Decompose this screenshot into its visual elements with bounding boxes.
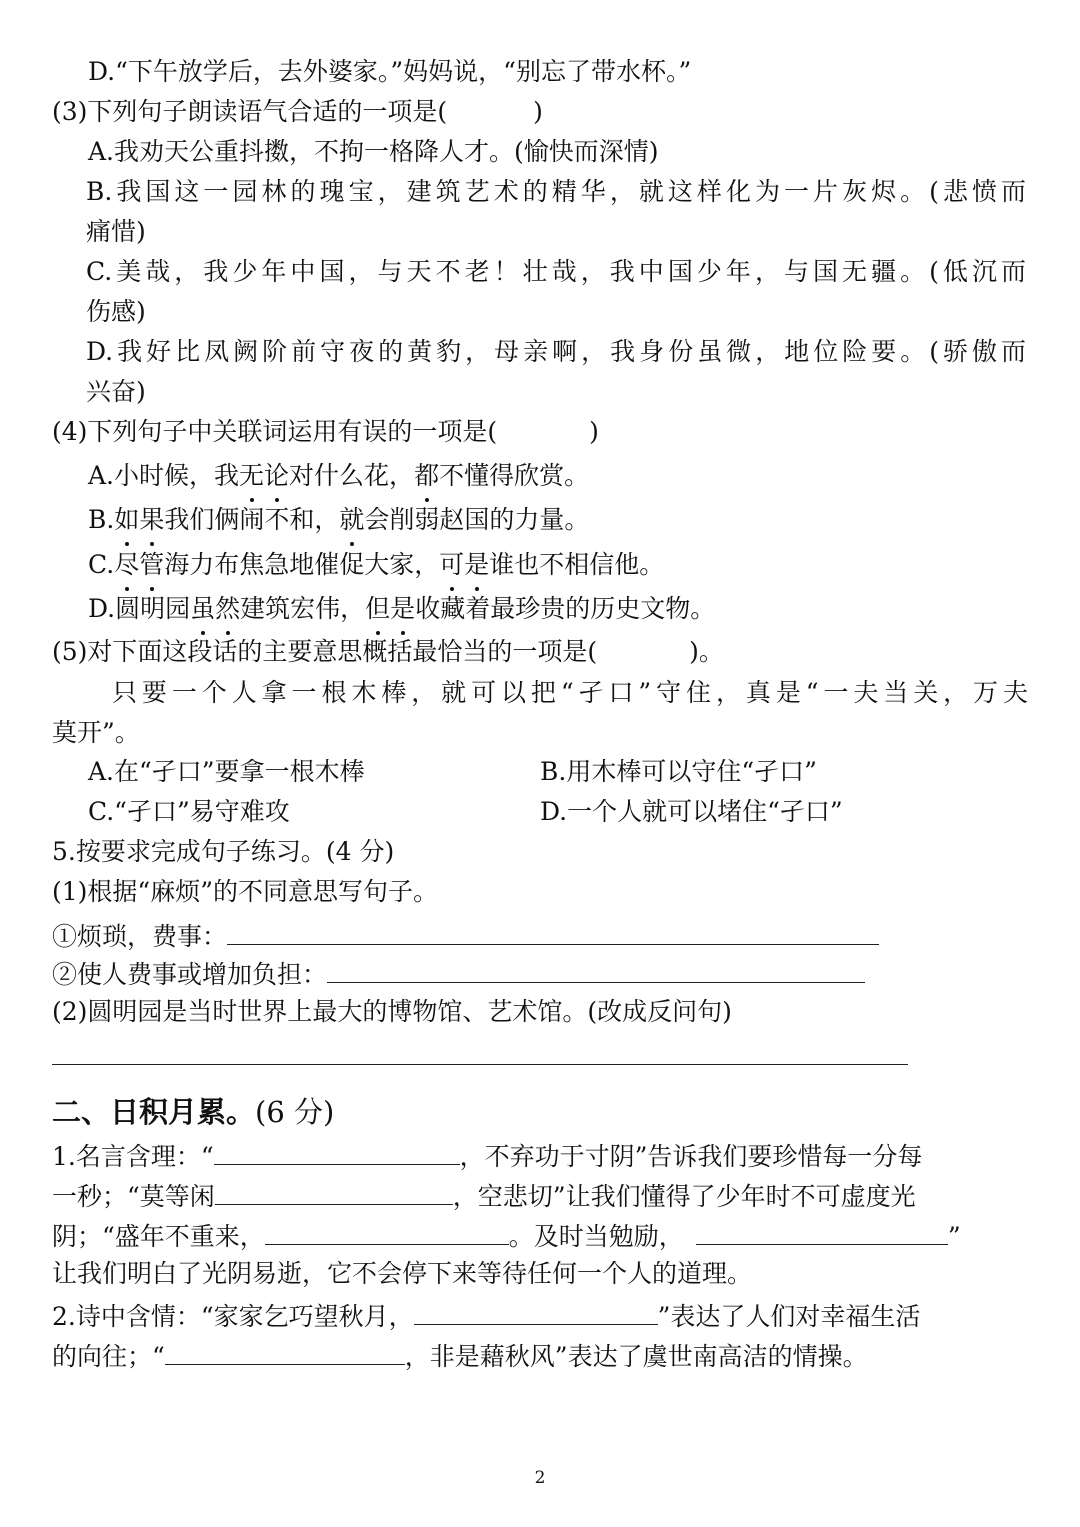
motto-line-3 [52, 1214, 961, 1254]
text: 建筑宏伟， [240, 594, 366, 623]
q3-option-d-prev: D.“下午放学后，去外婆家。”妈妈说，“别忘了带水杯。” [88, 57, 692, 86]
q3-stem [52, 92, 543, 132]
q3-option-b-1: B.我国这一园林的瑰宝，建筑艺术的精华，就这样化为一片灰烬。(悲愤而 [86, 177, 1026, 206]
q3-option-d-1: D.我好比凤阙阶前守夜的黄豹，母亲啊，我身份虽微，地位险要。(骄傲而 [86, 337, 1026, 366]
answer-blank[interactable] [265, 1214, 509, 1245]
q4-option-c [88, 545, 664, 585]
q5-stem-text: (5)对下面这段话的主要意思概括最恰当的一项是( [52, 637, 598, 666]
text: 收藏着最珍贵的历史文物。 [415, 594, 716, 623]
q5-option-d: D.一个人就可以堵住“孑口” [540, 797, 843, 826]
meaning-2-label: ②使人费事或增加负担： [52, 960, 328, 989]
text: 对什么花， [289, 461, 415, 490]
text: ”表达了人们对幸福生活 [657, 1302, 921, 1331]
q4-stem-text: (4)下列句子中关联词运用有误的一项是( [52, 417, 498, 446]
emphasis-char: 如 [114, 500, 139, 540]
text: ，不弃功于寸阴”告诉我们要珍惜每一分每 [459, 1142, 923, 1171]
page-number: 2 [534, 1468, 546, 1488]
answer-line[interactable] [327, 952, 865, 983]
text: ” [947, 1222, 961, 1251]
emphasis-char: 论 [264, 456, 289, 496]
q4-option-a [88, 456, 589, 496]
emphasis-char: 是 [464, 545, 489, 585]
answer-blank[interactable] [165, 1334, 405, 1365]
answer-line[interactable] [52, 1064, 908, 1065]
text: 1.名言含理：“ [52, 1142, 214, 1171]
q3-option-d-2: 兴奋) [86, 377, 146, 406]
emphasis-char: 是 [390, 589, 415, 629]
q3-option-a: A.我劝天公重抖擞，不拘一格降人才。(愉快而深情) [88, 137, 659, 166]
q5-stem-close: )。 [689, 637, 724, 666]
answer-line[interactable] [227, 914, 879, 945]
q4-stem [52, 412, 599, 452]
emphasis-char: 管 [139, 545, 164, 585]
q5-option-b: B.用木棒可以守住“孑口” [540, 757, 817, 786]
emphasis-char: 果 [139, 500, 164, 540]
text: A.小时候，我 [88, 461, 240, 490]
text: 2.诗中含情：“家家乞巧望秋月， [52, 1302, 414, 1331]
answer-blank[interactable] [214, 1134, 460, 1165]
text: C. [88, 550, 115, 579]
q5-passage-1: 只要一个人拿一根木棒，就可以把“孑口”守住，真是“一夫当关，万夫 [112, 678, 1028, 707]
meaning-1 [52, 914, 879, 954]
poem-line-2 [52, 1334, 868, 1374]
q4-stem-close: ) [589, 417, 599, 446]
text: ，空悲切”让我们懂得了少年时不可虚度光 [452, 1182, 916, 1211]
motto-line-2 [52, 1174, 916, 1214]
sentence-q1: (1)根据“麻烦”的不同意思写句子。 [52, 877, 438, 906]
emphasis-char: 都 [414, 456, 439, 496]
emphasis-char: 虽 [190, 589, 215, 629]
text: 会削弱赵国的力量。 [364, 505, 590, 534]
q3-option-c-2: 伤感) [86, 297, 146, 326]
q4-option-d [88, 589, 715, 629]
text: 阴；“盛年不重来， [52, 1222, 265, 1251]
section-score: (6 分) [255, 1095, 335, 1129]
text: 一秒；“莫等闲 [52, 1182, 215, 1211]
section-heading-text: 二、日积月累。 [52, 1095, 256, 1129]
motto-line-1 [52, 1134, 922, 1174]
emphasis-char: 可 [439, 545, 464, 585]
text: ，非是藉秋风”表达了虞世南高洁的情操。 [404, 1342, 868, 1371]
emphasis-char: 然 [215, 589, 240, 629]
sentence-title: 5.按要求完成句子练习。(4 分) [52, 837, 395, 866]
emphasis-char: 无 [239, 456, 264, 496]
q3-stem-close: ) [533, 97, 543, 126]
sentence-q2: (2)圆明园是当时世界上最大的博物馆、艺术馆。(改成反问句) [52, 997, 732, 1026]
text: D.圆明园 [88, 594, 191, 623]
text: 不懂得欣赏。 [439, 461, 590, 490]
motto-line-4: 让我们明白了光阴易逝，它不会停下来等待任何一个人的道理。 [52, 1259, 753, 1288]
q5-passage-2: 莫开”。 [52, 718, 140, 747]
q5-option-c: C.“孑口”易守难攻 [88, 797, 290, 826]
q3-option-c-1: C.美哉，我少年中国，与天不老！壮哉，我中国少年，与国无疆。(低沉而 [86, 257, 1026, 286]
answer-blank[interactable] [696, 1214, 948, 1245]
emphasis-char: 就 [339, 500, 364, 540]
emphasis-char: 尽 [114, 545, 139, 585]
text: B. [88, 505, 115, 534]
section-heading [52, 1092, 334, 1132]
q5-option-a: A.在“孑口”要拿一根木棒 [88, 757, 365, 786]
q5-stem [52, 632, 724, 672]
meaning-2 [52, 952, 865, 992]
answer-blank[interactable] [215, 1174, 453, 1205]
emphasis-char: 但 [365, 589, 390, 629]
poem-line-1 [52, 1294, 920, 1334]
text: 。及时当勉励， [508, 1222, 684, 1251]
text: 海力布焦急地催促大家， [164, 550, 440, 579]
text: 的向往；“ [52, 1342, 165, 1371]
q3-option-b-2: 痛惜) [86, 217, 146, 246]
text: 我们俩闹不和， [164, 505, 340, 534]
answer-blank[interactable] [414, 1294, 658, 1325]
meaning-1-label: ①烦琐，费事： [52, 922, 228, 951]
q3-stem-text: (3)下列句子朗读语气合适的一项是( [52, 97, 448, 126]
text: 谁也不相信他。 [489, 550, 665, 579]
q4-option-b [88, 500, 589, 540]
